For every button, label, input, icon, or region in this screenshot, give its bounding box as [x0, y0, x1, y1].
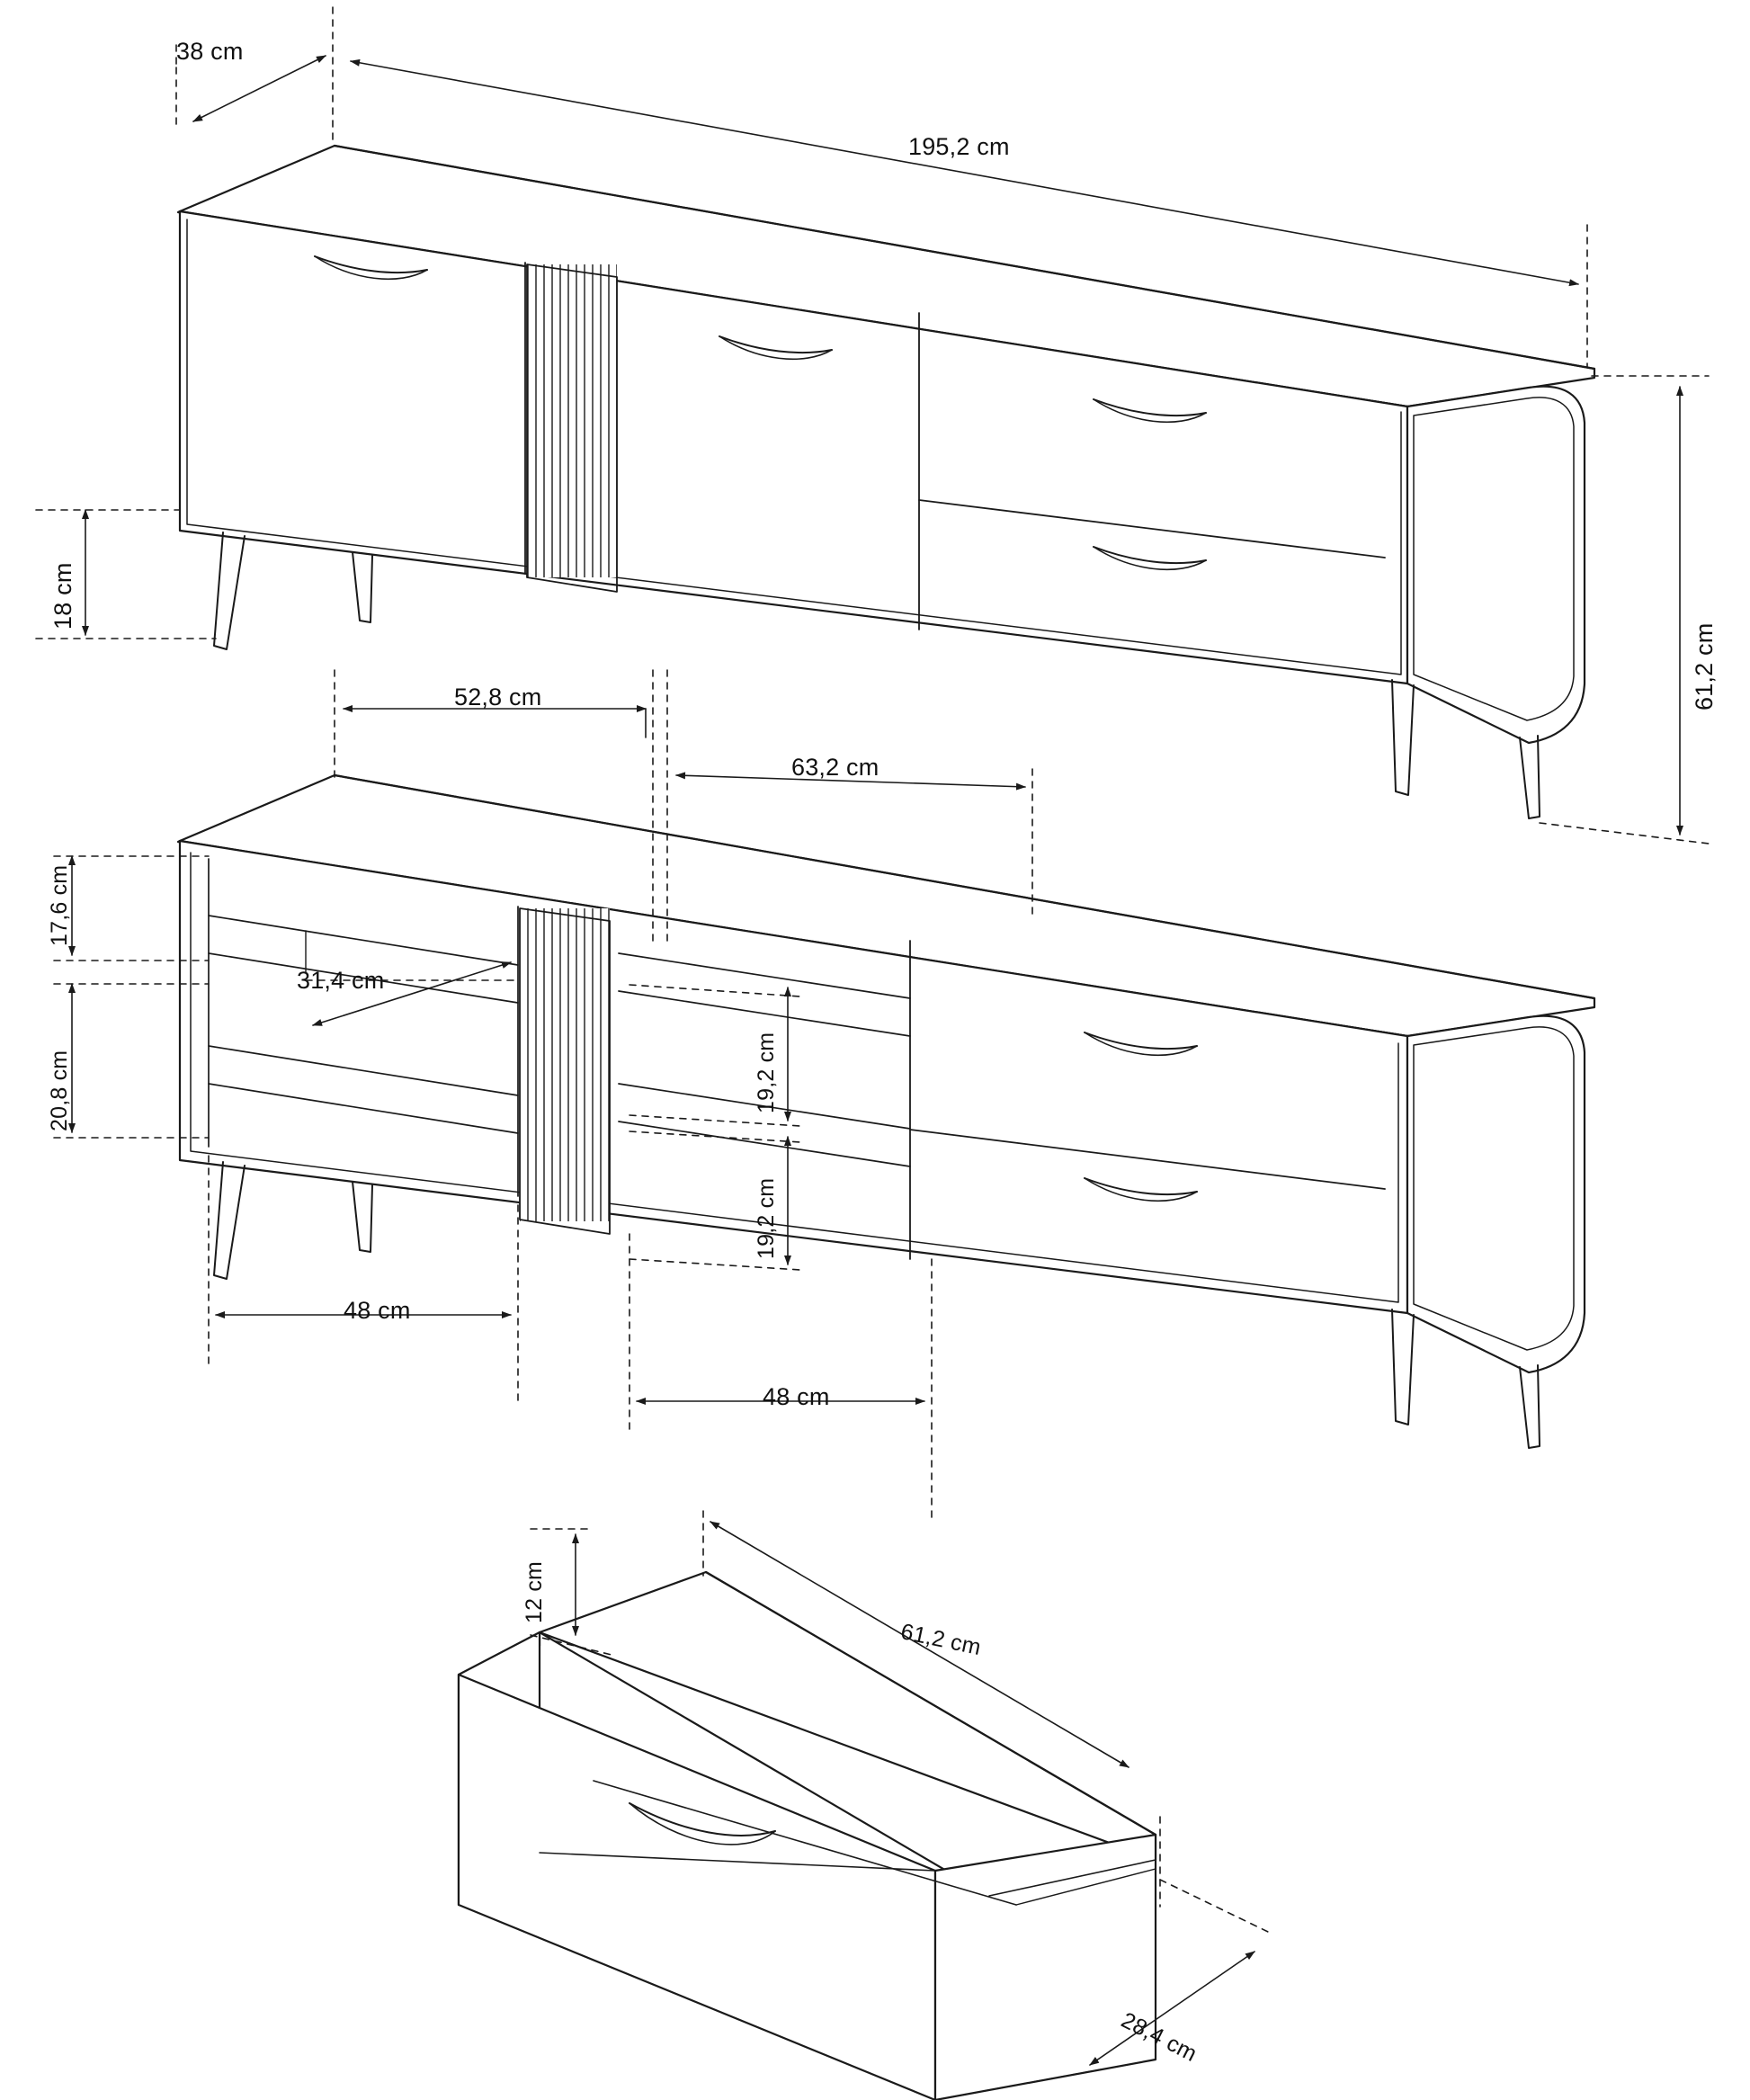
dim-view2-left-section: 52,8 cm — [454, 684, 542, 710]
view1-cabinet-closed — [178, 146, 1594, 818]
dim-view3-drawer-depth: 28,4 cm — [1117, 2007, 1201, 2067]
dim-view2-compartment-lower: 19,2 cm — [754, 1177, 779, 1259]
dim-view3-drawer-height: 12 cm — [522, 1560, 547, 1623]
dim-view1-depth: 38 cm — [176, 38, 244, 65]
dim-view2-compartment-upper: 19,2 cm — [754, 1032, 779, 1113]
dim-view3-drawer-width: 61,2 cm — [898, 1619, 984, 1661]
view2-cabinet-open — [178, 775, 1594, 1448]
dim-view2-middle-section: 63,2 cm — [791, 754, 879, 781]
dim-view1-width: 195,2 cm — [908, 133, 1010, 160]
dim-view1-total-height: 61,2 cm — [1691, 622, 1718, 710]
dim-view2-shelf-depth: 31,4 cm — [297, 967, 385, 994]
view3-drawer-detail — [459, 1572, 1156, 2100]
dim-view2-middle-base-width: 48 cm — [763, 1383, 830, 1410]
dim-view2-top-shelf-height: 17,6 cm — [47, 864, 72, 946]
dim-view1-leg-height: 18 cm — [49, 562, 76, 630]
dim-view2-left-base-width: 48 cm — [344, 1297, 411, 1324]
dim-view2-lower-shelf-height: 20,8 cm — [47, 1050, 72, 1131]
